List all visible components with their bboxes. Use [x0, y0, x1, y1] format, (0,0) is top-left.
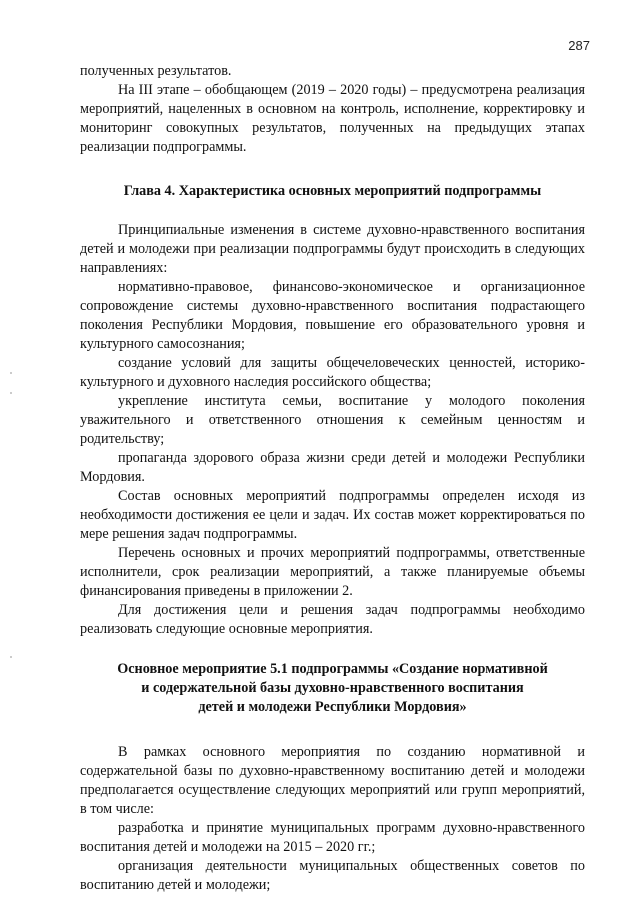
section-heading-line: Основное мероприятие 5.1 подпрограммы «Создание нормативной: [117, 661, 548, 677]
paragraph: Принципиальные изменения в системе духовно-нравственного воспитания детей и молодежи при реализации подпрограммы будут происходить в следующих направлениях:: [80, 222, 585, 276]
list-item: нормативно-правовое, финансово-экономическое и организационное сопровождение системы духовно-нравственного воспитания подрастающего поколения Республики Мордовия, повышение его образовательного уровня и культурного самосознания;: [80, 279, 585, 352]
section-heading: [80, 660, 585, 717]
section-heading-line: детей и молодежи Республики Мордовия»: [198, 699, 467, 715]
paragraph: Перечень основных и прочих мероприятий подпрограммы, ответственные исполнители, срок реализации мероприятий, а также планируемые объемы финансирования приведены в приложении 2.: [80, 545, 585, 599]
section-heading-line: и содержательной базы духовно-нравственного воспитания: [141, 680, 524, 696]
list-item: создание условий для защиты общечеловеческих ценностей, историко-культурного и духовного наследия российского общества;: [80, 355, 585, 390]
list-item: организация деятельности муниципальных общественных советов по воспитанию детей и молодежи;: [80, 858, 585, 893]
document-body: [80, 62, 585, 895]
paragraph: Для достижения цели и решения задач подпрограммы необходимо реализовать следующие основные мероприятия.: [80, 602, 585, 637]
paragraph: На III этапе – обобщающем (2019 – 2020 годы) – предусмотрена реализация мероприятий, нацеленных в основном на контроль, исполнение, корректировку и мониторинг совокупных результатов, полученных на предыдущих этапах реализации подпрограммы.: [80, 82, 585, 155]
list-item: укрепление института семьи, воспитание у молодого поколения уважительного и ответственного отношения к семейным ценностям и родительству;: [80, 393, 585, 447]
list-item: пропаганда здорового образа жизни среди детей и молодежи Республики Мордовия.: [80, 450, 585, 485]
paragraph: В рамках основного мероприятия по созданию нормативной и содержательной базы по духовно-нравственному воспитанию детей и молодежи предполагается осуществление следующих мероприятий или групп мероприятий, в том числе:: [80, 744, 585, 817]
page-number: 287: [568, 38, 590, 53]
paragraph: полученных результатов.: [80, 63, 232, 79]
chapter-heading: Глава 4. Характеристика основных мероприятий подпрограммы: [123, 183, 542, 199]
list-item: разработка и принятие муниципальных программ духовно-нравственного воспитания детей и молодежи на 2015 – 2020 гг.;: [80, 820, 585, 855]
paragraph: Состав основных мероприятий подпрограммы определен исходя из необходимости достижения ее цели и задач. Их состав может корректироваться по мере решения задач подпрограммы.: [80, 488, 585, 542]
